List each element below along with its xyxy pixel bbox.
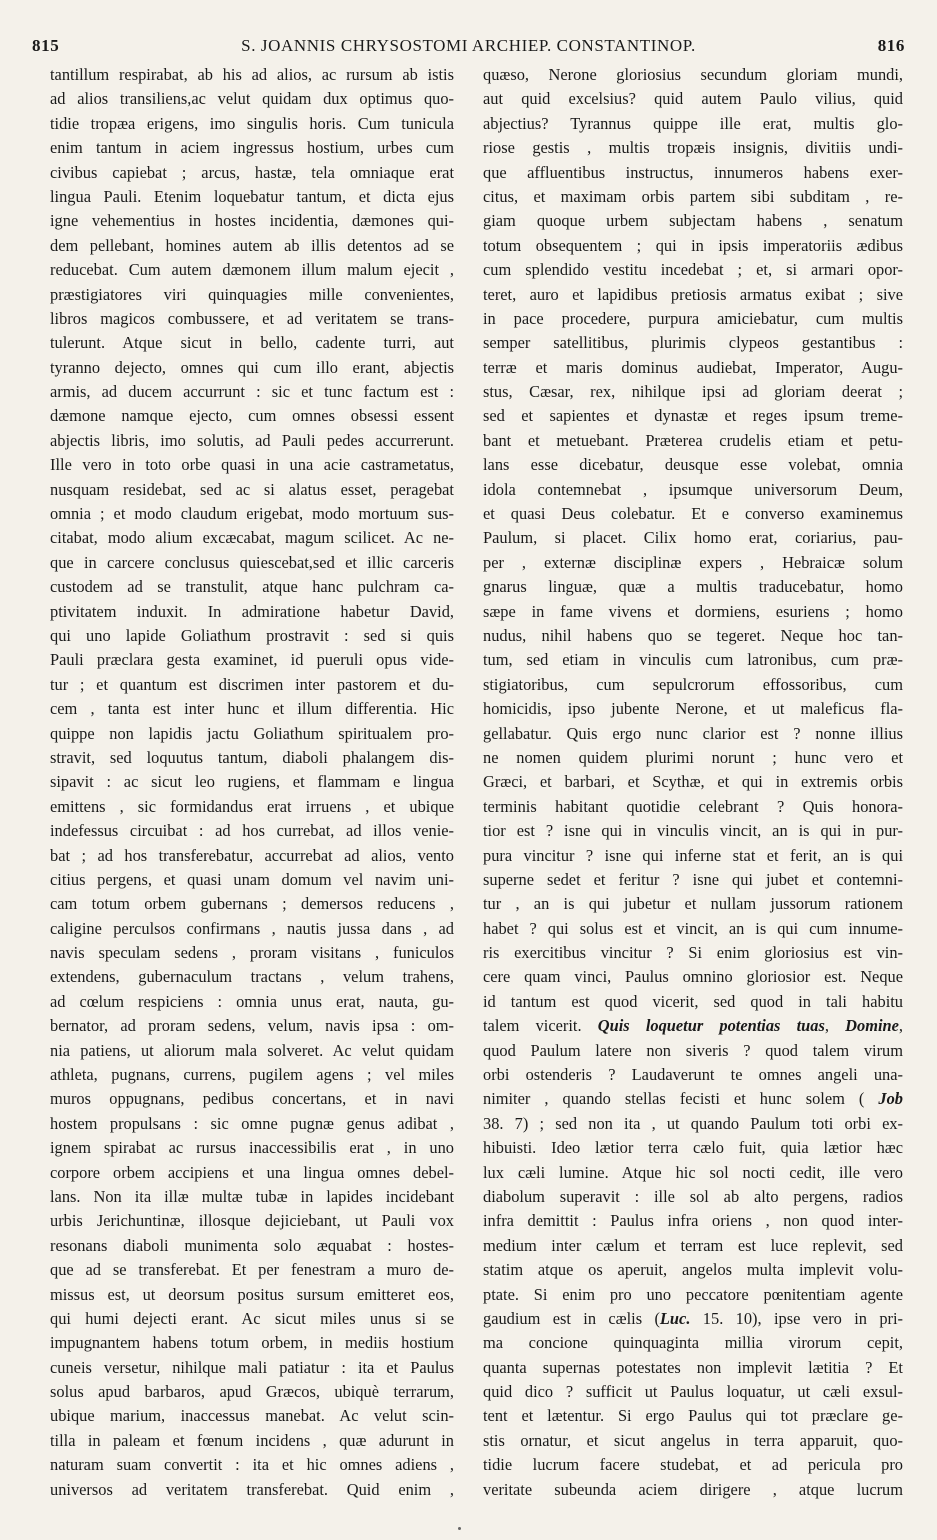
text-run: homicidis, ipso jubente Nerone, et ut maleficus fla-	[483, 699, 903, 719]
text-line	[483, 819, 903, 843]
text-run: giam quoque urbem subjectam habens , senatum	[483, 211, 903, 231]
text-line: ignem spirabat ac rursus inaccessibilis erat , in uno	[50, 1138, 454, 1158]
text-line	[483, 868, 903, 892]
text-line	[483, 136, 903, 160]
italic-citation: Quis loquetur potentias tuas	[597, 1016, 825, 1036]
text-line	[483, 185, 903, 209]
text-run: gnarus linguæ, quæ a multis traducebatur, homo	[483, 577, 903, 597]
text-line: bat ; ad hos transferebatur, accurrebat ad alios, vento	[50, 845, 454, 865]
text-line	[483, 1014, 903, 1038]
text-run: veritate subeunda aciem dirigere , atque lucrum	[483, 1479, 903, 1499]
text-line	[483, 941, 903, 965]
text-run: infra demittit : Paulus infra oriens , non quod inter-	[483, 1211, 903, 1231]
text-line: navis speculam sedens , proram visitans , funiculos	[50, 943, 454, 963]
text-line: civibus capiebat ; arcus, hastæ, tela omniaque erat	[50, 162, 454, 182]
text-line: tantillum respirabat, ab his ad alios, ac rursum ab istis	[50, 65, 454, 84]
text-line: cem , tanta est inter hunc et illum differentia. Hic	[50, 699, 454, 719]
text-run: cere quam vinci, Paulus omnino gloriosior est. Neque	[483, 967, 903, 987]
text-line: extendens, gubernaculum tractans , velum trahens,	[50, 967, 454, 987]
text-run: stigiatoribus, cum sepulcrorum effossoribus, cum	[483, 674, 903, 694]
text-line	[483, 161, 903, 185]
text-run: tum, sed etiam in vinculis cum latronibus, cum præ-	[483, 650, 903, 670]
text-run: que affluentibus instructus, innumeros habens exer-	[483, 162, 903, 182]
text-run: nudus, nihil habens quo se tegeret. Neque hoc tan-	[483, 625, 903, 645]
text-run: tior est ? isne qui in vinculis vincit, an is qui in pur-	[483, 821, 903, 841]
text-line	[483, 63, 903, 87]
text-line: tulerunt. Atque sicut in bello, cadente turri, aut	[50, 333, 454, 353]
text-line	[483, 1063, 903, 1087]
text-run: ne nomen quidem plurimi norunt ; hunc vero et	[483, 747, 903, 767]
text-line	[483, 575, 903, 599]
text-line: nia patiens, ut aliorum mala solveret. Ac velut quidam	[50, 1040, 454, 1060]
text-line: Pauli præclara gesta examinet, id pueruli opus vide-	[50, 650, 454, 670]
text-line	[483, 1283, 903, 1307]
text-line: sipavit : ac sicut leo rugiens, et flammam e lingua	[50, 772, 454, 792]
text-line: omnia ; et modo claudum erigebat, modo mortuum sus-	[50, 504, 454, 524]
text-line: stravit, sed loquutus tantum, diaboli phalangem dis-	[50, 747, 454, 767]
text-line	[483, 234, 903, 258]
text-line	[483, 380, 903, 404]
text-line: lingua Pauli. Etenim loquebatur tantum, et dicta ejus	[50, 186, 454, 206]
text-line	[483, 1453, 903, 1477]
italic-citation: Domine	[845, 1016, 899, 1036]
text-line	[483, 1161, 903, 1185]
text-run: ris exercitibus vincitur ? Si enim gloriosius est vin-	[483, 943, 903, 963]
text-run: 15. 10), ipse vero in pri-	[690, 1308, 903, 1328]
text-run: teret, auro et lapidibus pretiosis armatus exibat ; sive	[483, 284, 903, 304]
text-line	[483, 1185, 903, 1209]
text-line	[483, 624, 903, 648]
text-line	[483, 478, 903, 502]
text-line	[483, 1478, 903, 1502]
text-line	[483, 1087, 903, 1111]
text-line	[483, 844, 903, 868]
text-line: Ille vero in toto orbe quasi in una acie castrametatus,	[50, 455, 454, 475]
text-line: cam totum orbem gubernans ; demersos reducens ,	[50, 894, 454, 914]
text-line	[483, 1307, 903, 1331]
text-line	[483, 526, 903, 550]
text-run: Paulum, si placet. Cilix homo erat, coriarius, pau-	[483, 528, 903, 548]
text-run: pura vincitur ? isne qui inferne stat et ferit, an is qui	[483, 845, 903, 865]
text-line: igne vehementius in hostes incidentia, dæmones qui-	[50, 211, 454, 231]
text-line: citabat, modo alium excæcabat, magum scilicet. Ac ne-	[50, 528, 454, 548]
text-line	[483, 722, 903, 746]
text-line: que in carcere conclusus quiescebat,sed et illic carceris	[50, 552, 454, 572]
text-line	[483, 209, 903, 233]
text-run: quæso, Nerone gloriosius secundum gloriam mundi,	[483, 65, 903, 84]
text-line	[483, 1331, 903, 1355]
text-run: sed et sapientes et dynastæ et reges ipsum treme-	[483, 406, 903, 426]
text-run: citus, et maximam orbis partem sibi subditam , re-	[483, 186, 903, 206]
text-line: tilla in paleam et fœnum incidens , quæ adurunt in	[50, 1430, 454, 1450]
text-run: medium inter cælum et terram est luce replevit, sed	[483, 1235, 903, 1255]
text-line	[483, 502, 903, 526]
text-run: stis ornatur, et sicut angelus in terra apparuit, quo-	[483, 1430, 903, 1450]
text-line	[483, 429, 903, 453]
text-line: tyranno dejecto, omnes qui cum illo erant, abjectis	[50, 357, 454, 377]
text-line: qui uno lapide Goliathum prostravit : sed si quis	[50, 625, 454, 645]
text-run: et quasi Deus colebatur. Et e converso examinemus	[483, 504, 903, 524]
text-line: enim tantum in aciem ingressus hostium, urbes cum	[50, 138, 454, 158]
running-title: S. JOANNIS CHRYSOSTOMI ARCHIEP. CONSTANTINOP.	[241, 36, 696, 55]
text-line	[483, 965, 903, 989]
text-run: tent et lætentur. Si ergo Paulus qui tot præclare ge-	[483, 1406, 903, 1426]
text-line: missus est, ut deorsum positus sursum emitteret eos,	[50, 1284, 454, 1304]
text-line	[483, 551, 903, 575]
right-column	[483, 63, 903, 1502]
text-line: universos ad veritatem transferebat. Quid enim ,	[50, 1479, 454, 1499]
text-run: semper satellitibus, plurimis clypeos gestantibus :	[483, 333, 903, 353]
text-line: nusquam residebat, sed ac si alatus esset, peragebat	[50, 479, 454, 499]
text-run: tur , an is qui jubetur et nullam jussorum rationem	[483, 894, 903, 914]
text-line: ad cœlum respiciens : omnia unus erat, nauta, gu-	[50, 991, 454, 1011]
text-run: tidie lucrum facere studebat, et ad pericula pro	[483, 1455, 903, 1475]
text-line: resonans diaboli munimenta solo æquabat : hostes-	[50, 1235, 454, 1255]
text-line	[483, 1429, 903, 1453]
text-line: libros magicos combussere, et ad veritatem se trans-	[50, 308, 454, 328]
text-run: terræ et maris dominus audiebat, Imperator, Augu-	[483, 357, 903, 377]
text-line: præstigiatores viri quinquagies mille convenientes,	[50, 284, 454, 304]
text-run: bant et metuebant. Præterea crudelis etiam et petu-	[483, 430, 903, 450]
text-run: ptate. Si enim pro uno peccatore pœnitentiam agente	[483, 1284, 903, 1304]
text-line: lans. Non ita illæ multæ tubæ in lapides incidebant	[50, 1186, 454, 1206]
text-line	[483, 258, 903, 282]
text-run: totum obsequentem ; qui in ipsis imperatoriis ædibus	[483, 235, 903, 255]
text-run: id tantum est quod vicerit, sed quod in tali habitu	[483, 991, 903, 1011]
text-line: dem pellebant, homines autem ab illis detentos ad se	[50, 235, 454, 255]
text-run: sæpe in fame vivens et dormiens, esuriens ; homo	[483, 601, 903, 621]
text-line: tur ; et quantum est discrimen inter pastorem et du-	[50, 674, 454, 694]
text-run: quanta supernas potestates non implevit lætitia ? Et	[483, 1357, 903, 1377]
text-line	[483, 283, 903, 307]
text-run: nimiter , quando stellas fecisti et hunc solem (	[483, 1089, 879, 1109]
text-line: citius pergens, et quasi unam domum vel navim uni-	[50, 869, 454, 889]
text-run: terminis habitant quotidie celebrant ? Quis honora-	[483, 796, 903, 816]
text-run: lux cæli lumine. Atque hic sol nocti cedit, ille vero	[483, 1162, 903, 1182]
text-line	[483, 1234, 903, 1258]
text-line: ptivitatem induxit. In admiratione habetur David,	[50, 601, 454, 621]
text-line	[483, 1380, 903, 1404]
text-line: ubique marium, inaccessus manebat. Ac velut scin-	[50, 1406, 454, 1426]
text-line	[483, 1209, 903, 1233]
text-run: abjectius? Tyrannus quippe ille erat, multis glo-	[483, 113, 903, 133]
text-line: hostem propulsans : sic omne pugnæ genus adibat ,	[50, 1113, 454, 1133]
text-run: cum splendido vestitu incedebat ; et, si armari opor-	[483, 260, 903, 280]
text-line	[483, 307, 903, 331]
text-line	[483, 648, 903, 672]
text-run: Græci, et barbari, et Scythæ, et qui in extremis orbis	[483, 772, 903, 792]
text-line	[483, 1356, 903, 1380]
text-line	[483, 990, 903, 1014]
text-line: ad alios transiliens,ac velut quidam dux optimus quo-	[50, 89, 454, 109]
text-line: abjectis libris, imo solutis, ad Pauli pedes accurrerunt.	[50, 430, 454, 450]
text-line: emittens , sic formidandus erat irruens , et ubique	[50, 796, 454, 816]
italic-citation: Job	[878, 1089, 903, 1109]
text-line	[483, 453, 903, 477]
text-line: armis, ad ducem accurrunt : sic et tunc factum est :	[50, 382, 454, 402]
text-line	[483, 112, 903, 136]
text-line: impugnantem habens totum orbem, in mediis hostium	[50, 1333, 454, 1353]
text-line: caligine perculsos confirmans , nautis jussa dans , ad	[50, 918, 454, 938]
text-line	[483, 795, 903, 819]
text-line	[483, 1136, 903, 1160]
text-line	[483, 87, 903, 111]
text-line	[483, 917, 903, 941]
text-line: urbis Jerichuntinæ, illosque dejiciebant, ut Pauli vox	[50, 1211, 454, 1231]
running-header	[30, 36, 907, 60]
text-line	[483, 673, 903, 697]
text-line: custodem ad se transtulit, atque hanc pulchram ca-	[50, 577, 454, 597]
text-line: naturam suam convertit : ita et hic omnes adiens ,	[50, 1455, 454, 1475]
print-speck	[458, 1527, 461, 1530]
text-line	[483, 770, 903, 794]
text-line	[483, 697, 903, 721]
text-run: aut quid excelsius? quid autem Paulo vilius, quid	[483, 89, 903, 109]
text-run: quod Paulum latere non siveris ? quod talem virum	[483, 1040, 903, 1060]
text-run: riose gestis , multis tropæis insignis, divitiis undi-	[483, 138, 903, 158]
text-line	[483, 1258, 903, 1282]
text-line	[483, 746, 903, 770]
text-line	[483, 404, 903, 428]
text-line: qui humi dejecti erant. Ac sicut miles unus si se	[50, 1308, 454, 1328]
text-line: bernator, ad proram sedens, velum, navis ipsa : om-	[50, 1016, 454, 1036]
text-line: dæmone namque ejecto, cum omnes obsessi essent	[50, 406, 454, 426]
text-run: hibuisti. Ideo lætior terra cælo fuit, quia lætior hæc	[483, 1138, 903, 1158]
text-run: idola contemnebat , ipsumque universorum Deum,	[483, 479, 903, 499]
text-line	[483, 1404, 903, 1428]
text-line: cuneis versetur, nihilque mali patiatur : ita et Paulus	[50, 1357, 454, 1377]
text-line	[483, 600, 903, 624]
page-number-right: 816	[877, 36, 905, 55]
italic-citation: Luc.	[659, 1308, 691, 1328]
text-line: athleta, pugnans, currens, pugilem agens ; vel miles	[50, 1065, 454, 1085]
text-line: reducebat. Cum autem dæmonem illum malum ejecit ,	[50, 260, 454, 280]
text-run: gellabatur. Quis ergo nunc clarior est ? nonne illius	[483, 723, 903, 743]
page-number-left: 815	[32, 36, 60, 55]
text-run: diabolum superavit : ille sol ab alto pergens, radios	[483, 1186, 903, 1206]
text-line	[483, 892, 903, 916]
text-run: superne sedet et feritur ? isne qui jubet et contemni-	[483, 869, 903, 889]
text-line: muros oppugnans, pedibus concertans, et in navi	[50, 1089, 454, 1109]
text-run: stus, Cæsar, rex, nihilque ipsi ad gloriam deerat ;	[483, 382, 903, 402]
text-line: solus apud barbaros, apud Græcos, ubiquè terrarum,	[50, 1382, 454, 1402]
text-line: corpore orbem accipiens et una lingua omnes debel-	[50, 1162, 454, 1182]
text-line	[483, 356, 903, 380]
text-run: per , externæ disciplinæ expers , Hebraicæ solum	[483, 552, 903, 572]
text-line	[483, 1039, 903, 1063]
text-run: ,	[898, 1016, 903, 1036]
text-run: 38. 7) ; sed non ita , ut quando Paulum toti orbi ex-	[483, 1113, 903, 1133]
text-run: talem vicerit.	[483, 1016, 598, 1036]
text-run: ma concione quinquaginta millia virorum cepit,	[483, 1333, 903, 1353]
text-line: tidie tropæa erigens, imo singulis horis. Cum tunicula	[50, 113, 454, 133]
text-run: gaudium est in cælis (	[483, 1308, 660, 1328]
text-line	[483, 1112, 903, 1136]
text-run: orbi ostenderis ? Laudaverunt te omnes angeli una-	[483, 1065, 903, 1085]
left-column	[50, 63, 454, 1502]
text-line: que ad se transferebat. Et per fenestram a muro de-	[50, 1260, 454, 1280]
text-run: in pace procedere, purpura amiciebatur, cum multis	[483, 308, 903, 328]
text-run: quid dico ? sufficit ut Paulus loquatur, ut cæli exsul-	[483, 1382, 903, 1402]
text-line	[483, 331, 903, 355]
text-line: quippe non lapidis jactu Goliathum spiritualem pro-	[50, 723, 454, 743]
text-run: habet ? qui solus est et vincit, an is qui cum innume-	[483, 918, 903, 938]
text-run: statim atque os aperuit, angelos multa implevit volu-	[483, 1260, 903, 1280]
text-line: indefessus circuibat : ad hos currebat, ad illos venie-	[50, 821, 454, 841]
text-run: lans esse dicebatur, deusque esse volebat, omnia	[483, 455, 903, 475]
text-run: ,	[824, 1016, 846, 1036]
